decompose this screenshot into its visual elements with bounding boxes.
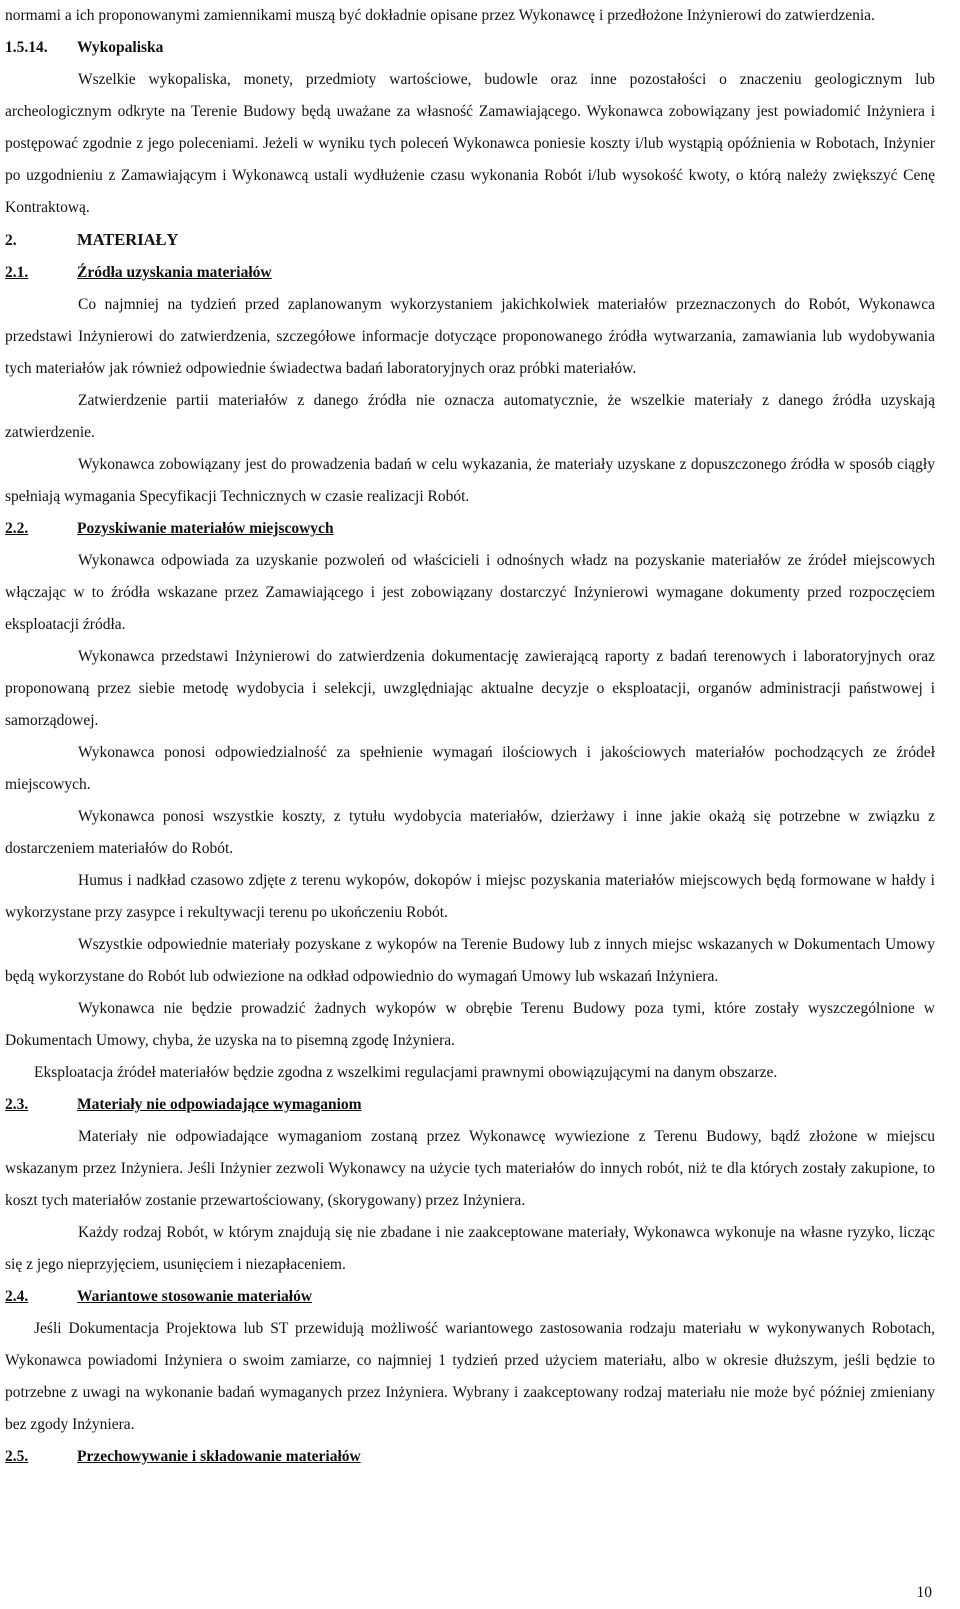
- paragraph: Humus i nadkład czasowo zdjęte z terenu wykopów, dokopów i miejsc pozyskania materiałów miejscowych będą formowane w hałdy i wykorzystane przy zasypce i rekultywacji terenu po ukończeniu Robót.: [5, 872, 935, 921]
- section-heading-2-5: [5, 1441, 935, 1473]
- paragraph: Wszystkie odpowiednie materiały pozyskane z wykopów na Terenie Budowy lub z innych miejsc wskazanych w Dokumentach Umowy będą wykorzystane do Robót lub odwiezione na odkład odpowiednio do wymagań Umowy lub wskazań Inżyniera.: [5, 936, 935, 985]
- page-number: 10: [916, 1584, 932, 1601]
- paragraph: Wykonawca ponosi odpowiedzialność za spełnienie wymagań ilościowych i jakościowych materiałów pochodzących ze źródeł miejscowych.: [5, 744, 935, 793]
- section-number: 1.5.14.: [5, 39, 48, 56]
- chapter-number: 2.: [5, 232, 17, 249]
- paragraph: Jeśli Dokumentacja Projektowa lub ST przewidują możliwość wariantowego zastosowania rodzaju materiału w wykonywanych Robotach, Wykonawca powiadomi Inżyniera o swoim zamiarze, co najmniej 1 tydzień przed użyciem materiału, albo w okresie dłuższym, jeśli będzie to potrzebne z uwagi na wykonanie badań wymaganych przez Inżyniera. Wybrany i zaakceptowany rodzaj materiału nie może być później zmieniany bez zgody Inżyniera.: [5, 1320, 935, 1433]
- section-heading-2-4: [5, 1281, 935, 1313]
- section-title: Wykopaliska: [77, 39, 164, 56]
- paragraph: Wszelkie wykopaliska, monety, przedmioty wartościowe, budowle oraz inne pozostałości o znaczeniu geologicznym lub archeologicznym odkryte na Terenie Budowy będą uważane za własność Zamawiającego. Wykonawca zobowiązany jest powiadomić Inżyniera i postępować zgodnie z jego poleceniami. Jeżeli w wyniku tych poleceń Wykonawca poniesie koszty i/lub wystąpią opóźnienia w Robotach, Inżynier po uzgodnieniu z Zamawiającym i Wykonawcą ustali wydłużenie czasu wykonania Robót i/lub wysokość kwoty, o którą należy zwiększyć Cenę Kontraktową.: [5, 71, 935, 216]
- paragraph: Wykonawca odpowiada za uzyskanie pozwoleń od właścicieli i odnośnych władz na pozyskanie materiałów ze źródeł miejscowych włączając w to źródła wskazane przez Zamawiającego i jest zobowiązany dostarczyć Inżynierowi wymagane dokumenty przed rozpoczęciem eksploatacji źródła.: [5, 552, 935, 633]
- paragraph: Zatwierdzenie partii materiałów z danego źródła nie oznacza automatycznie, że wszelkie materiały z danego źródła uzyskają zatwierdzenie.: [5, 392, 935, 441]
- paragraph: Każdy rodzaj Robót, w którym znajdują się nie zbadane i nie zaakceptowane materiały, Wykonawca wykonuje na własne ryzyko, licząc się z jego nieprzyjęciem, usunięciem i niezapłaceniem.: [5, 1224, 935, 1273]
- section-number: 2.5.: [5, 1448, 29, 1465]
- section-number: 2.4.: [5, 1288, 29, 1305]
- section-heading-1-5-14: [5, 32, 935, 64]
- paragraph: Materiały nie odpowiadające wymaganiom zostaną przez Wykonawcę wywiezione z Terenu Budowy, bądź złożone w miejscu wskazanym przez Inżyniera. Jeśli Inżynier zezwoli Wykonawcy na użycie tych materiałów do innych robót, niż te dla których zostały zakupione, to koszt tych materiałów zostanie przewartościowany, (skorygowany) przez Inżyniera.: [5, 1128, 935, 1209]
- intro-paragraph: normami a ich proponowanymi zamiennikami muszą być dokładnie opisane przez Wykonawcę i przedłożone Inżynierowi do zatwierdzenia.: [5, 7, 875, 24]
- section-number: 2.2.: [5, 520, 29, 537]
- chapter-title: MATERIAŁY: [77, 230, 179, 249]
- section-title: Wariantowe stosowanie materiałów: [77, 1288, 313, 1305]
- section-heading-2-3: [5, 1089, 935, 1121]
- section-title: Materiały nie odpowiadające wymaganiom: [77, 1096, 362, 1113]
- paragraph: Wykonawca przedstawi Inżynierowi do zatwierdzenia dokumentację zawierającą raporty z badań terenowych i laboratoryjnych oraz proponowaną przez siebie metodę wydobycia i selekcji, uwzględniając aktualne decyzje o eksploatacji, organów administracji państwowej i samorządowej.: [5, 648, 935, 729]
- paragraph: Wykonawca nie będzie prowadzić żadnych wykopów w obrębie Terenu Budowy poza tymi, które zostały wyszczególnione w Dokumentach Umowy, chyba, że uzyska na to pisemną zgodę Inżyniera.: [5, 1000, 935, 1049]
- paragraph: Wykonawca zobowiązany jest do prowadzenia badań w celu wykazania, że materiały uzyskane z dopuszczonego źródła w sposób ciągły spełniają wymagania Specyfikacji Technicznych w czasie realizacji Robót.: [5, 456, 935, 505]
- chapter-heading-2: [5, 224, 935, 257]
- section-heading-2-2: [5, 513, 935, 545]
- paragraph: Eksploatacja źródeł materiałów będzie zgodna z wszelkimi regulacjami prawnymi obowiązującymi na danym obszarze.: [34, 1064, 778, 1081]
- paragraph: Co najmniej na tydzień przed zaplanowanym wykorzystaniem jakichkolwiek materiałów przeznaczonych do Robót, Wykonawca przedstawi Inżynierowi do zatwierdzenia, szczegółowe informacje dotyczące proponowanego źródła wytwarzania, zamawiania lub wydobywania tych materiałów jak również odpowiednie świadectwa badań laboratoryjnych oraz próbki materiałów.: [5, 296, 935, 377]
- section-title: Źródła uzyskania materiałów: [77, 264, 272, 281]
- section-title: Pozyskiwanie materiałów miejscowych: [77, 520, 334, 537]
- section-number: 2.1.: [5, 264, 29, 281]
- paragraph: Wykonawca ponosi wszystkie koszty, z tytułu wydobycia materiałów, dzierżawy i inne jakie okażą się potrzebne w związku z dostarczeniem materiałów do Robót.: [5, 808, 935, 857]
- section-number: 2.3.: [5, 1096, 29, 1113]
- section-title: Przechowywanie i składowanie materiałów: [77, 1448, 361, 1465]
- section-heading-2-1: [5, 257, 935, 289]
